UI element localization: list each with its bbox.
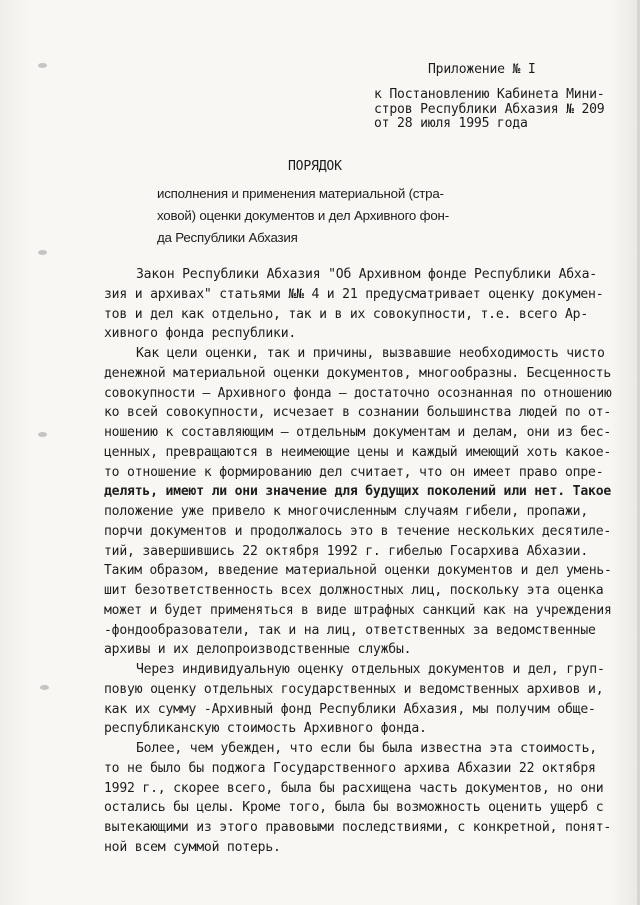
body-line: остались бы целы. Кроме того, была бы возможность оценить ущерб с xyxy=(104,800,604,815)
body-line: совокупности – Архивного фонда – достаточно осознанная по отношению xyxy=(104,386,612,401)
body-line: -фондообразователи, так и на лиц, ответственных за ведомственные xyxy=(104,623,596,638)
body-line: ной всем суммой потерь. xyxy=(104,840,281,855)
body-line: 1992 г., скорее всего, была бы расхищена часть документов, но они xyxy=(104,781,604,796)
body-line: тий, завершившись 22 октября 1992 г. гибелью Госархива Абхазии. xyxy=(104,544,589,559)
body-line: тов и дел как отдельно, так и в их совокупности, т.е. всего Ар- xyxy=(104,307,589,322)
reference-line: стров Республики Абхазия № 209 xyxy=(374,102,605,117)
punch-hole-mark xyxy=(38,250,47,255)
body-line: то не было бы поджога Государственного архива Абхазии 22 октября xyxy=(104,761,596,776)
body-line: вытекающими из этого правовыми последствиями, с конкретной, понят- xyxy=(104,820,612,835)
body-line: шит безответственность всех должностных лиц, поскольку эта оценка xyxy=(104,583,604,598)
body-line: положение уже привело к многочисленным случаям гибели, пропажи, xyxy=(104,504,589,519)
body-line: денежной материальной оценки документов, многообразны. Бесценность xyxy=(104,366,612,381)
body-line: Закон Республики Абхазия "Об Архивном фонде Республики Абха- xyxy=(136,267,597,282)
punch-hole-mark xyxy=(38,63,47,68)
body-line: как их сумму -Архивный фонд Республики Абхазия, мы получим обще- xyxy=(104,702,596,717)
body-line: ценных, превращаются в неимеющие цены и каждый имеющий хоть какое- xyxy=(104,445,612,460)
document-title: ПОРЯДОК xyxy=(288,159,342,174)
body-line: порчи документов и продолжалось это в течение нескольких десятиле- xyxy=(104,524,612,539)
body-line: зия и архивах" статьями №№ 4 и 21 предусматривает оценку докумен- xyxy=(104,287,604,302)
body-line: ко всей совокупности, исчезает в сознании большинства людей по от- xyxy=(104,405,612,420)
body-line: хивного фонда республики. xyxy=(104,326,297,341)
subtitle-line: ховой) оценки документов и дел Архивного фон- xyxy=(157,208,449,223)
reference-line: от 28 июля 1995 года xyxy=(374,116,528,131)
subtitle-line: да Республики Абхазия xyxy=(157,230,298,245)
body-line: архивы и их делопроизводственные службы. xyxy=(104,642,412,657)
body-line: Таким образом, введение материальной оценки документов и дел умень- xyxy=(104,563,612,578)
body-line: ношению к составляющим – отдельным документам и делам, они из бес- xyxy=(104,425,612,440)
body-line: республиканскую стоимость Архивного фонда. xyxy=(104,721,427,736)
reference-line: к Постановлению Кабинета Мини- xyxy=(374,87,605,102)
body-line: то отношение к формированию дел считает, что он имеет право опре- xyxy=(104,465,604,480)
body-line: Более, чем убежден, что если бы была известна эта стоимость, xyxy=(136,741,597,756)
body-line: делять, имеют ли они значение для будущих поколений или нет. Такое xyxy=(104,484,612,499)
punch-hole-mark xyxy=(38,432,47,437)
appendix-label: Приложение № I xyxy=(428,62,536,77)
body-line: повую оценку отдельных государственных и ведомственных архивов и, xyxy=(104,682,604,697)
body-line: Через индивидуальную оценку отдельных документов и дел, груп- xyxy=(136,662,605,677)
body-line: может и будет применяться в виде штрафных санкций как на учреждения xyxy=(104,603,612,618)
punch-hole-mark xyxy=(40,685,49,690)
body-line: Как цели оценки, так и причины, вызвавшие необходимость чисто xyxy=(136,346,605,361)
subtitle-line: исполнения и применения материальной (стра- xyxy=(157,186,444,201)
